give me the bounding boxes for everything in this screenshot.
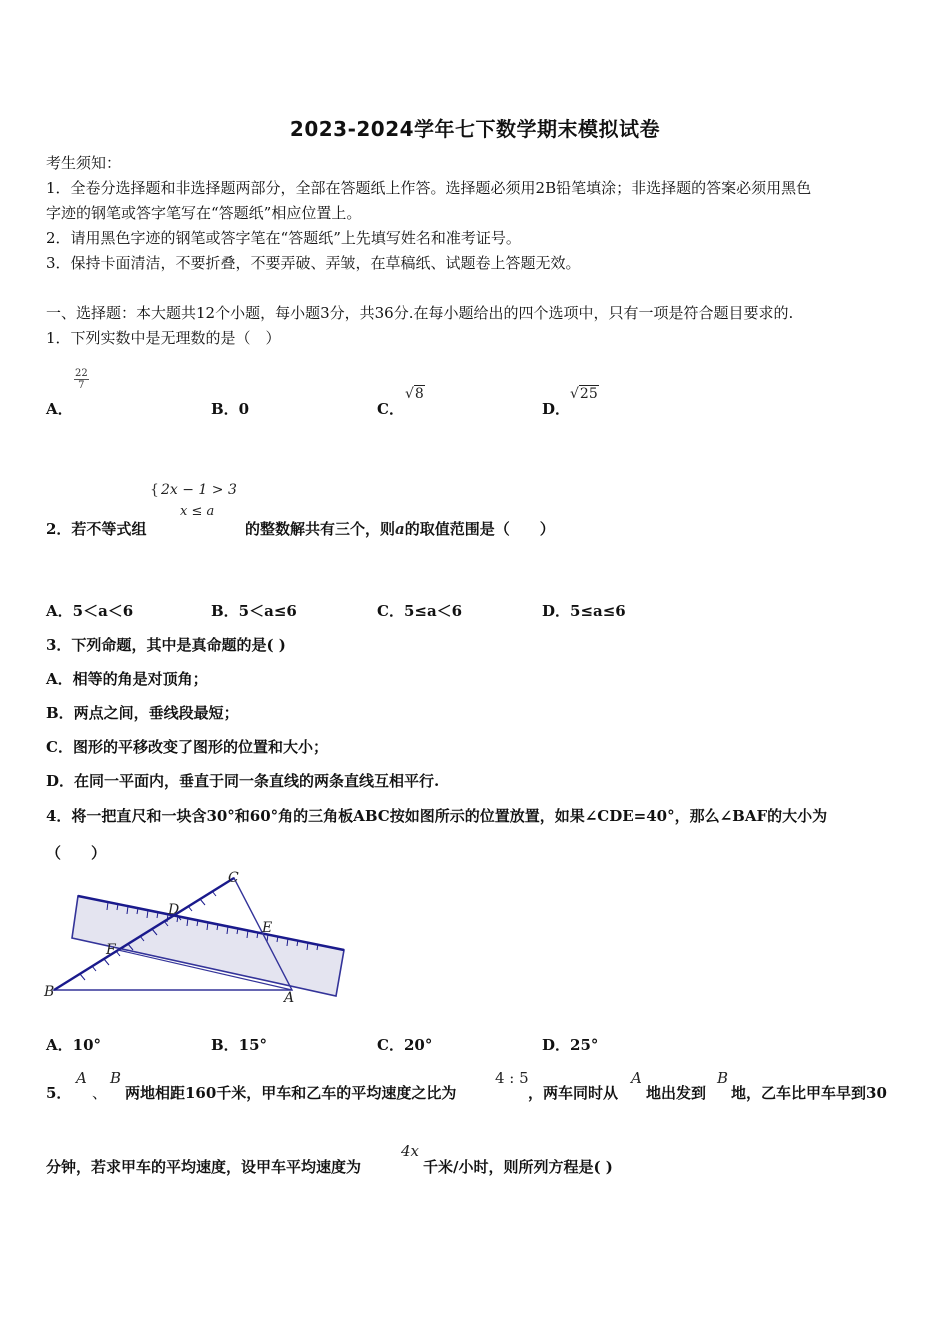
- q4-option-c: C．20°: [377, 1036, 433, 1054]
- q2-inequality-2: x ≤ a: [180, 504, 215, 519]
- q2-option-a: A．5＜a＜6: [46, 602, 134, 620]
- q4-option-b: B．15°: [211, 1036, 268, 1054]
- q3-option-d: D．在同一平面内，垂直于同一条直线的两条直线互相平行.: [46, 772, 440, 790]
- q4-stem-cont: （ ）: [46, 844, 107, 862]
- q5-separator: 、: [92, 1084, 108, 1102]
- q5-text-2: ，两车同时从: [528, 1084, 619, 1102]
- label-c: C: [228, 870, 239, 886]
- q4-option-a: A．10°: [46, 1036, 102, 1054]
- q4-option-d: D．25°: [542, 1036, 599, 1054]
- q2-brace: {: [150, 482, 159, 498]
- q2-stem-variable: a: [395, 520, 405, 538]
- q2-option-d: D．5≤a≤6: [542, 602, 626, 620]
- q5-text-6: 千米/小时，则所列方程是( ): [423, 1158, 613, 1176]
- q2-option-b: B．5＜a≤6: [211, 602, 297, 620]
- q5-point-a: A: [76, 1069, 87, 1087]
- q3-option-b: B．两点之间，垂线段最短；: [46, 704, 239, 722]
- q1-option-a-fraction: [74, 368, 89, 392]
- q1-fraction-numerator: 22: [75, 368, 88, 379]
- label-b: B: [44, 984, 55, 1000]
- q4-stem: 4．将一把直尺和一块含30°和60°角的三角板ABC按如图所示的位置放置，如果∠CDE=40°，那么∠BAF的大小为: [46, 807, 828, 825]
- q3-option-a: A．相等的角是对顶角；: [46, 670, 208, 688]
- section-heading: 一、选择题：本大题共12个小题，每小题3分，共36分.在每小题给出的四个选项中，只有一项是符合题目要求的.: [46, 304, 794, 322]
- q5-ratio: 4 : 5: [495, 1069, 529, 1087]
- q5-variable: 4x: [401, 1142, 420, 1160]
- q5-text-4: 地，乙车比甲车早到30: [731, 1084, 887, 1102]
- notice-item-3: 3．保持卡面清洁，不要折叠，不要弄破、弄皱，在草稿纸、试题卷上答题无效。: [46, 254, 581, 272]
- q1-option-d-radicand: 25: [579, 386, 598, 402]
- q2-stem-post-2: 的取值范围是（ ）: [404, 520, 555, 538]
- q1-option-a-label: A．: [46, 400, 73, 418]
- notice-item-2: 2．请用黑色字迹的钢笔或答字笔在“答题纸”上先填写姓名和准考证号。: [46, 229, 521, 247]
- q4-figure: [40, 866, 360, 1006]
- q1-option-a: [46, 398, 73, 419]
- q2-inequality-1: 2x − 1 > 3: [161, 482, 237, 498]
- label-d: D: [168, 902, 180, 918]
- notice-heading: 考生须知：: [46, 154, 122, 172]
- q5-number: 5．: [46, 1084, 72, 1102]
- label-e: E: [262, 920, 273, 936]
- q1-option-c: C．: [377, 400, 404, 418]
- q5-point-a-2: A: [631, 1069, 642, 1087]
- q3-option-c: C．图形的平移改变了图形的位置和大小；: [46, 738, 328, 756]
- notice-item-1-cont: 字迹的钢笔或答字笔写在“答题纸”相应位置上。: [46, 204, 362, 222]
- label-f: F: [106, 942, 116, 958]
- q1-option-c-sqrt: √8: [405, 386, 424, 402]
- label-a: A: [284, 990, 295, 1006]
- q5-point-b: B: [110, 1069, 122, 1087]
- page-title: 2023-2024学年七下数学期末模拟试卷: [289, 117, 661, 141]
- q2-option-c: C．5≤a＜6: [377, 602, 463, 620]
- q5-text-5: 分钟，若求甲车的平均速度，设甲车平均速度为: [46, 1158, 362, 1176]
- q1-option-c-radicand: 8: [414, 386, 424, 402]
- q1-option-d-sqrt: √25: [570, 386, 598, 402]
- q1-option-d: D．: [542, 400, 571, 418]
- q3-stem: 3．下列命题，其中是真命题的是( ): [46, 636, 286, 654]
- notice-item-1: 1．全卷分选择题和非选择题两部分，全部在答题纸上作答。选择题必须用2B铅笔填涂；非选择题的答案必须用黑色: [46, 179, 812, 197]
- q2-stem-pre: 2．若不等式组: [46, 520, 147, 538]
- q5-point-b-2: B: [717, 1069, 729, 1087]
- q2-stem-post-1: 的整数解共有三个，则: [245, 520, 396, 538]
- q1-fraction-denominator: 7: [78, 380, 85, 391]
- q1-stem: 1．下列实数中是无理数的是（ ）: [46, 329, 281, 347]
- q1-option-b: B．0: [211, 400, 250, 418]
- q5-text-3: 地出发到: [646, 1084, 707, 1102]
- q2-stem-post: [245, 518, 555, 539]
- q5-text-1: 两地相距160千米，甲车和乙车的平均速度之比为: [125, 1084, 457, 1102]
